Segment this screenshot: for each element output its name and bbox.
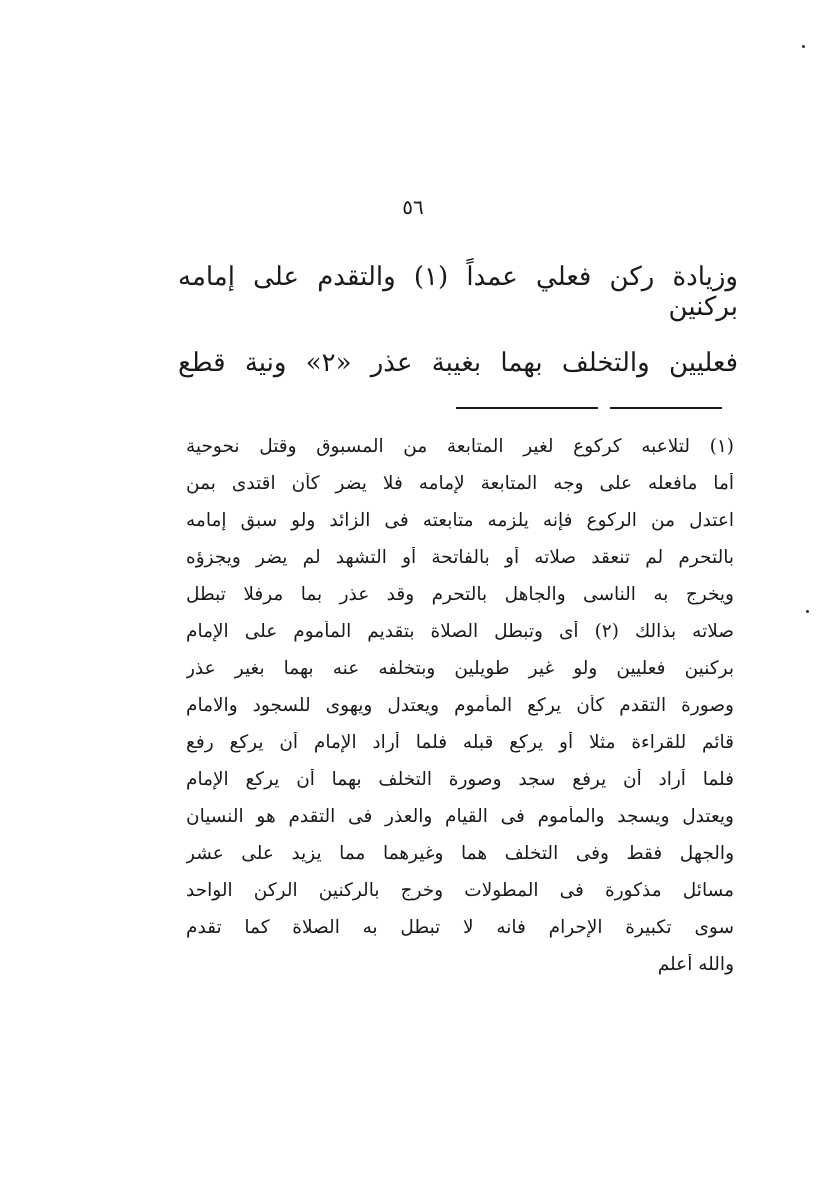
- page-number: ٥٦: [402, 195, 424, 219]
- scan-speck: [806, 610, 809, 613]
- main-text-line: فعليين والتخلف بهما بغيبة عذر «٢» ونية قطع: [178, 348, 739, 378]
- footnote-line: والجهل فقط وفى التخلف هما وغيرهما مما يزيد على عشر: [186, 843, 734, 864]
- footnote-line: صلاته بذالك (٢) أى وتبطل الصلاة بتقديم المأموم على الإمام: [186, 621, 734, 642]
- footnote-line: مسائل مذكورة فى المطولات وخرج بالركنين الركن الواحد: [186, 880, 734, 901]
- footnote-line: اعتدل من الركوع فإنه يلزمه متابعته فى الزائد ولو سبق إمامه: [186, 510, 734, 531]
- footnote-line: ويخرج به الناسى والجاهل بالتحرم وقد عذر بما مرفلا تبطل: [186, 584, 734, 605]
- footnote-separator: [456, 407, 598, 409]
- footnote-line: وصورة التقدم كأن يركع المأموم ويعتدل ويهوى للسجود والامام: [186, 695, 734, 716]
- footnote-line: أما مافعله على وجه المتابعة لإمامه فلا يضر كأن اقتدى بمن: [186, 473, 734, 494]
- main-text-line: وزيادة ركن فعلي عمداً (١) والتقدم على إمامه بركنين: [178, 262, 738, 322]
- footnote-line: سوى تكبيرة الإحرام فانه لا تبطل به الصلاة كما تقدم: [186, 917, 734, 938]
- scan-speck: [802, 45, 805, 48]
- footnote-line: فلما أراد أن يرفع سجد وصورة التخلف بهما أن يركع الإمام: [186, 769, 734, 790]
- footnote-line: والله أعلم: [657, 954, 734, 975]
- footnote-line: قائم للقراءة مثلا أو يركع قبله فلما أراد الإمام أن يركع رفع: [186, 732, 734, 753]
- footnote-separator: [610, 407, 722, 409]
- footnote-line: بالتحرم لم تنعقد صلاته أو بالفاتحة أو التشهد لم يضر ويجزؤه: [186, 547, 734, 568]
- footnote-line: ويعتدل ويسجد والمأموم فى القيام والعذر فى التقدم هو النسيان: [186, 806, 734, 827]
- footnote-line: (١) لتلاعبه كركوع لغير المتابعة من المسبوق وقتل نحوحية: [186, 436, 734, 457]
- footnote-line: بركنين فعليين ولو غير طويلين وبتخلفه عنه بهما بغير عذر: [186, 658, 734, 679]
